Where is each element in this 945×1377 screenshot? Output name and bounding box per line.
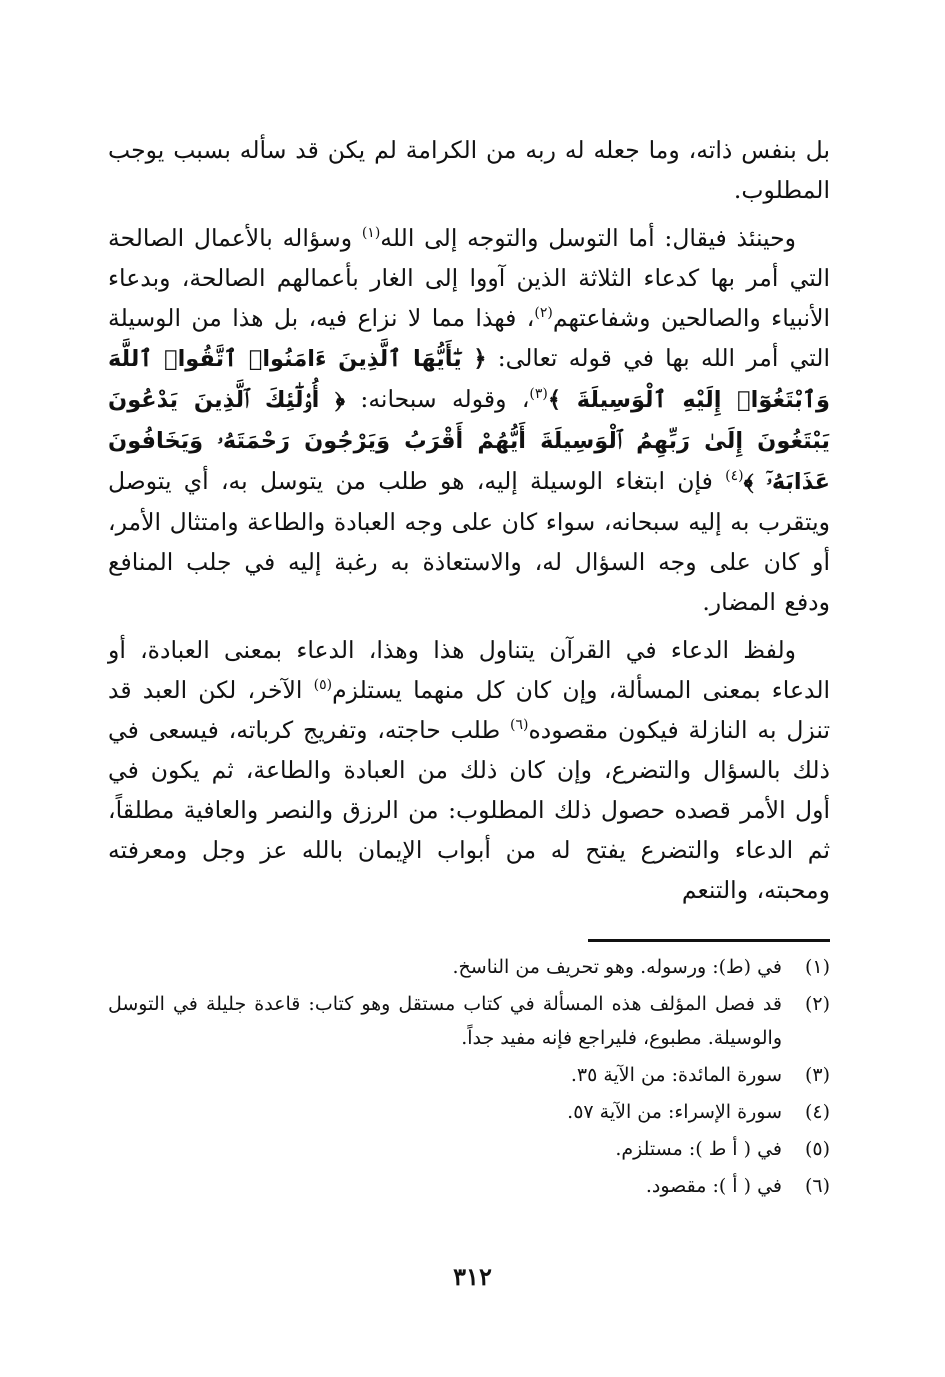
footnote-text: في ( أ ): مقصود.: [645, 1175, 782, 1197]
footnote-number: (٢): [804, 993, 830, 1015]
footnote-1: [108, 950, 830, 984]
paragraph-1-text: بل بنفس ذاته، وما جعله له ربه من الكرامة لم يكن قد سأله بسبب يوجب المطلوب.: [108, 136, 830, 204]
paragraph-3-part-a: ولفظ الدعاء في القرآن يتناول هذا وهذا، الدعاء بمعنى العبادة، أو الدعاء بمعنى المسألة، وإن كان كل منهما يستلزم: [108, 636, 831, 704]
paragraph-2-part-b: وسؤاله بالأعمال الصالحة التي أمر بها كدعاء الثلاثة الذين آووا إلى الغار بأعمالهم الصالحة، وبدعاء الأنبياء والصالحين وشفاعتهم: [108, 224, 831, 332]
footnote-text: سورة الإسراء: من الآية ٥٧.: [567, 1101, 782, 1123]
page-number: ٣١٢: [453, 1262, 492, 1291]
paragraph-3-part-c: طلب حاجته، وتفريج كرباته، فيسعى في ذلك بالسؤال والتضرع، وإن كان ذلك من العبادة والطاعة، ثم يكون في أول الأمر قصده حصول ذلك المطلوب: من الرزق والنصر والعافية مطلقاً، ثم الدعاء والتضرع يفتح له من أبواب الإيمان بالله عز وجل ومعرفته ومحبته، والتنعم: [108, 716, 830, 904]
footnote-3: [108, 1058, 830, 1092]
footnote-marker-3: (٣): [529, 386, 548, 403]
quran-verse-1: ﴿ يَٰٓأَيُّهَا ٱلَّذِينَ ءَامَنُوا۟ ٱتَّقُوا۟ ٱللَّهَ وَٱبْتَغُوٓا۟ إِلَيْهِ ٱلْوَسِيلَةَ ﴾: [108, 346, 830, 413]
footnote-number: (٤): [804, 1101, 830, 1123]
quran-verse-2: ﴿ أُو۟لَٰٓئِكَ ٱلَّذِينَ يَدْعُونَ يَبْتَغُونَ إِلَىٰ رَبِّهِمُ ٱلْوَسِيلَةَ أَيُّهُمْ أَقْرَبُ وَيَرْجُونَ رَحْمَتَهُۥ وَيَخَافُونَ عَذَابَهُۥٓ ﴾: [108, 387, 830, 495]
footnote-number: (٥): [804, 1138, 830, 1160]
footnote-number: (٣): [804, 1064, 830, 1086]
footnote-marker-5: (٥): [313, 677, 333, 694]
paragraph-2-part-c: ، فهذا مما لا نزاع فيه، بل هذا من الوسيلة التي أمر الله بها في قوله تعالى:: [108, 304, 831, 372]
footnote-marker-1: (١): [361, 225, 381, 242]
paragraph-3: [108, 630, 830, 910]
footnote-4: [108, 1095, 830, 1129]
footnote-marker-4: (٤): [725, 468, 744, 485]
paragraph-2-part-a: وحينئذ فيقال: أما التوسل والتوجه إلى الله: [380, 224, 797, 252]
paragraph-2: [108, 218, 830, 622]
footnote-number: (١): [804, 956, 830, 978]
footnote-6: [108, 1169, 830, 1203]
paragraph-2-part-e: فإن ابتغاء الوسيلة إليه، هو طلب من يتوسل به، أي يتوصل ويتقرب به إليه سبحانه، سواء كان على وجه العبادة والطاعة وامتثال الأمر، أو كان على وجه السؤال له، والاستعاذة به رغبة إليه في جلب المنافع ودفع المضار.: [108, 467, 830, 616]
footnote-5: [108, 1132, 830, 1166]
paragraph-3-part-b: الآخر، لكن العبد قد تنزل به النازلة فيكون مقصوده: [108, 676, 830, 744]
footnote-number: (٦): [804, 1175, 830, 1197]
footnote-separator: [588, 939, 830, 942]
footnote-text: قد فصل المؤلف هذه المسألة في كتاب مستقل وهو كتاب: قاعدة جليلة في التوسل والوسيلة. مطبوع، فليراجع فإنه مفيد جداً.: [108, 993, 782, 1049]
footnote-2: [108, 987, 830, 1055]
footnote-marker-2: (٢): [534, 305, 553, 322]
footnote-text: في ( أ ط ): مستلزم.: [615, 1138, 782, 1160]
footnotes: [108, 950, 830, 1206]
footnote-marker-6: (٦): [509, 717, 529, 734]
main-text: [108, 130, 830, 910]
footnote-text: سورة المائدة: من الآية ٣٥.: [570, 1064, 782, 1086]
paragraph-2-part-d: ، وقوله سبحانه:: [345, 385, 530, 413]
footnote-text: في (ط): ورسوله. وهو تحريف من الناسخ.: [452, 956, 782, 978]
paragraph-1: [108, 130, 830, 210]
